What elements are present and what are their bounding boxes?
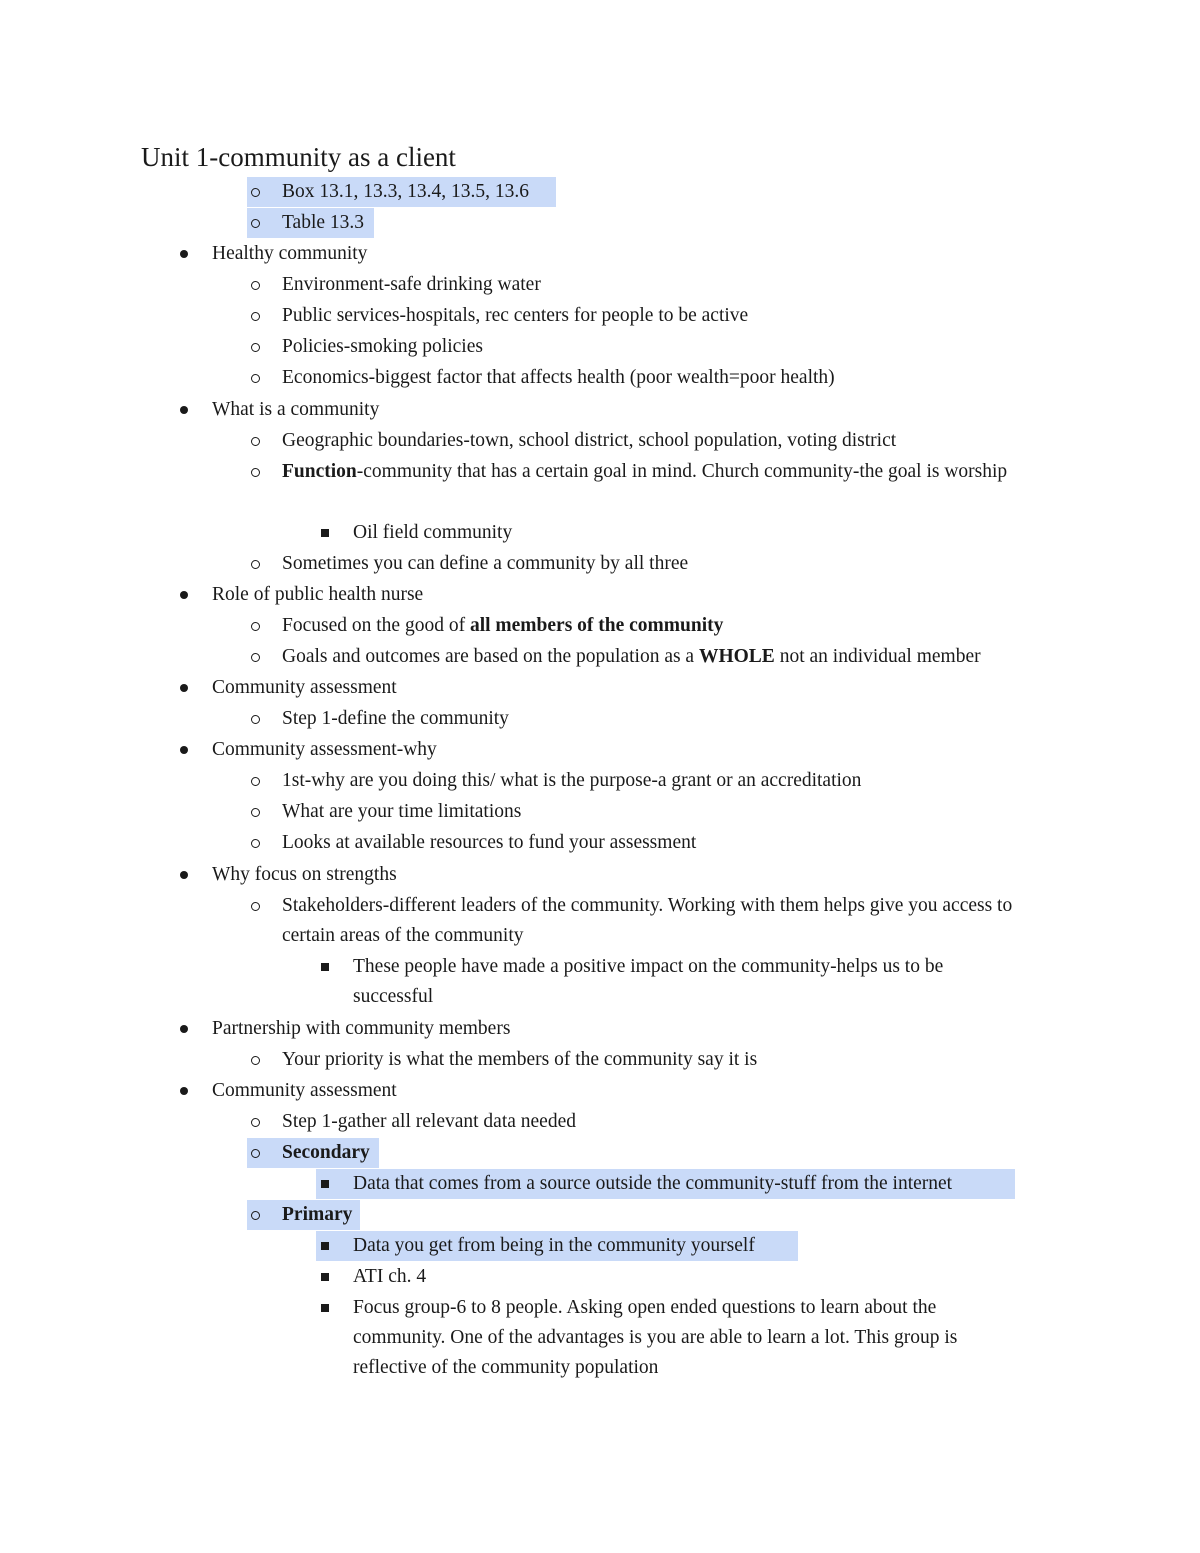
list-item-text: ATI ch. 4 xyxy=(353,1266,427,1287)
list-item-text: Table 13.3 xyxy=(282,212,365,233)
list-item-text xyxy=(282,642,981,672)
list-item-text: Why focus on strengths xyxy=(212,864,397,885)
bold-term: WHOLE xyxy=(698,646,775,667)
circle-bullet-icon xyxy=(248,332,262,362)
list-item-text: What are your time limitations xyxy=(282,801,522,822)
disc-bullet-icon xyxy=(177,673,191,703)
list-item-text xyxy=(282,457,1042,487)
list-item-text: Primary xyxy=(282,1204,353,1225)
list-item-text: Healthy community xyxy=(212,243,368,264)
list-item-text: Focus group-6 to 8 people. Asking open ended questions to learn about the community. One of the advantages is you are able to learn a lot. This group is reflective of the community population xyxy=(353,1297,958,1378)
circle-bullet-icon xyxy=(248,828,262,858)
circle-bullet-icon xyxy=(248,1200,262,1230)
list-item-text: Sometimes you can define a community by all three xyxy=(282,553,689,574)
disc-bullet-icon xyxy=(177,1014,191,1044)
list-item-text: Policies-smoking policies xyxy=(282,336,483,357)
square-bullet-icon xyxy=(318,1169,332,1199)
text-run: not an individual member xyxy=(774,646,981,667)
list-item-text: Geographic boundaries-town, school district, school population, voting district xyxy=(282,430,897,451)
square-bullet-icon xyxy=(318,1231,332,1261)
square-bullet-icon xyxy=(318,518,332,548)
circle-bullet-icon xyxy=(248,1138,262,1168)
text-run: Focused on the good of xyxy=(282,615,470,636)
circle-bullet-icon xyxy=(248,1045,262,1075)
list-item-text: Your priority is what the members of the community say it is xyxy=(282,1049,758,1070)
circle-bullet-icon xyxy=(248,270,262,300)
list-item-text: Data you get from being in the community yourself xyxy=(353,1235,755,1256)
list-item-text: Step 1-define the community xyxy=(282,708,509,729)
list-item-text: Partnership with community members xyxy=(212,1018,511,1039)
circle-bullet-icon xyxy=(248,1107,262,1137)
circle-bullet-icon xyxy=(248,704,262,734)
circle-bullet-icon xyxy=(248,426,262,456)
text-run: Goals and outcomes are based on the population as a xyxy=(282,646,699,667)
list-item-text: Community assessment xyxy=(212,677,397,698)
disc-bullet-icon xyxy=(177,580,191,610)
list-item-text: Community assessment-why xyxy=(212,739,437,760)
circle-bullet-icon xyxy=(248,301,262,331)
bold-term: Function xyxy=(282,461,357,482)
list-item-text: Secondary xyxy=(282,1142,370,1163)
circle-bullet-icon xyxy=(248,363,262,393)
disc-bullet-icon xyxy=(177,860,191,890)
list-item-text-rest: -community that has a certain goal in mind. Church community-the goal is worship xyxy=(356,461,1008,482)
bold-term: all members of the community xyxy=(469,615,724,636)
list-item-text: What is a community xyxy=(212,399,380,420)
disc-bullet-icon xyxy=(177,1076,191,1106)
list-item-text: Step 1-gather all relevant data needed xyxy=(282,1111,576,1132)
list-item-text: Public services-hospitals, rec centers for people to be active xyxy=(282,305,749,326)
circle-bullet-icon xyxy=(248,457,262,487)
list-item-text: Environment-safe drinking water xyxy=(282,274,541,295)
list-item-text: Looks at available resources to fund your assessment xyxy=(282,832,697,853)
list-item-text: Data that comes from a source outside the community-stuff from the internet xyxy=(353,1173,953,1194)
list-item-text: Oil field community xyxy=(353,522,513,543)
list-item-text: Community assessment xyxy=(212,1080,397,1101)
circle-bullet-icon xyxy=(248,891,262,921)
list-item-text: Box 13.1, 13.3, 13.4, 13.5, 13.6 xyxy=(282,181,530,202)
list-item-text: Stakeholders-different leaders of the community. Working with them helps give you access to certain areas of the community xyxy=(282,895,1013,946)
disc-bullet-icon xyxy=(177,239,191,269)
square-bullet-icon xyxy=(318,952,332,982)
list-item-text: Economics-biggest factor that affects health (poor wealth=poor health) xyxy=(282,367,835,388)
list-item-text xyxy=(282,611,723,641)
square-bullet-icon xyxy=(318,1262,332,1292)
document-title: Unit 1-community as a client xyxy=(141,142,456,172)
list-item-text: 1st-why are you doing this/ what is the purpose-a grant or an accreditation xyxy=(282,770,862,791)
circle-bullet-icon xyxy=(248,208,262,238)
list-item-text: Role of public health nurse xyxy=(212,584,424,605)
circle-bullet-icon xyxy=(248,797,262,827)
circle-bullet-icon xyxy=(248,549,262,579)
square-bullet-icon xyxy=(318,1293,332,1323)
list-item-text: These people have made a positive impact on the community-helps us to be successful xyxy=(353,956,944,1007)
circle-bullet-icon xyxy=(248,766,262,796)
disc-bullet-icon xyxy=(177,735,191,765)
circle-bullet-icon xyxy=(248,642,262,672)
disc-bullet-icon xyxy=(177,395,191,425)
circle-bullet-icon xyxy=(248,177,262,207)
circle-bullet-icon xyxy=(248,611,262,641)
